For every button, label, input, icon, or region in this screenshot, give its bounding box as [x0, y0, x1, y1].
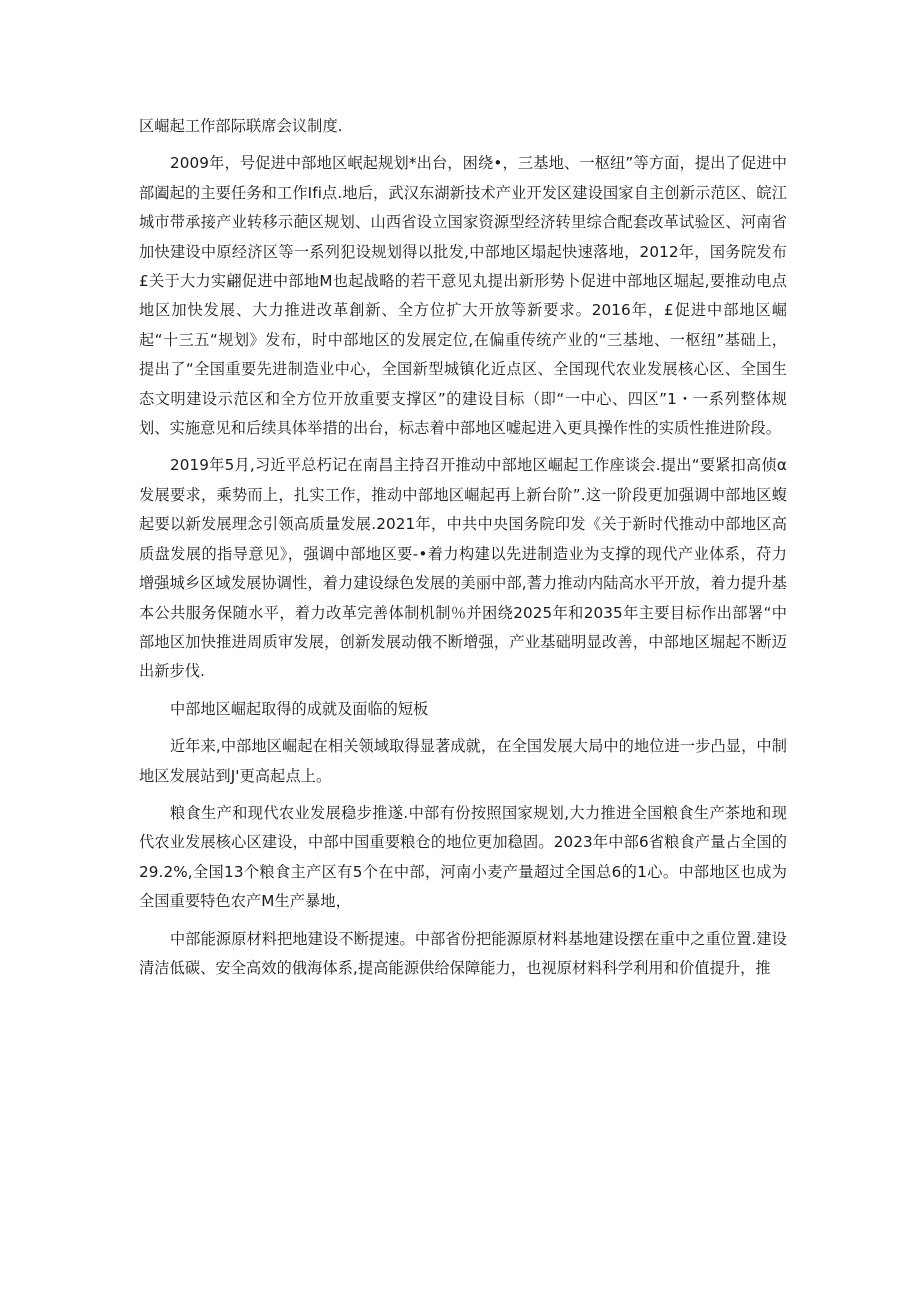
paragraph: 区崛起工作部际联席会议制度.: [139, 117, 343, 135]
section-heading: 中部地区崛起取得的成就及面临的短板: [170, 699, 429, 718]
paragraph: 粮食生产和现代农业发展稳步推遂.中部有份按照国家规划,大力推进全国粮食生产茶地和现代农业发展核心区建设，中部中国重要粮仓的地位更加稳固。2023年中部6省粮食产量占全国的29.2%,全国13个粮食主产区有5个在中部，河南小麦产量超过全国总6的1心。中部地区也成为全国重要特色农产M生产暴地，: [139, 803, 787, 911]
paragraph: 2009年，号促进中部地区岷起规划*出台，困绕•，三基地、一枢纽”等方面，提出了促进中部阖起的主要任务和工作Ifi点.地后，武汉东湖新技术产业开发区建设国家自主创新示范区、皖江城市带承接产业转移示葩区规划、山西省设立国家资源型经济转里综合配套改革试验区、河南省加快建设中原经济区等一系列犯设规划得以批发,中部地区塌起快速落地，2012年，国务院发布£关于大力实翩促进中部地M也起战略的若干意见丸提出新形势卜促进中部地区堀起,要推动电点地区加快发展、大力推进改革創新、全方位扩大开放等新要求。2016年，£促进中部地区崛起“十三五“规划》发布，时中部地区的发展定位,在偏重传统产业的“三基地、一枢纽”基础上，提出了“全国重要先进制造业中心，全国新型城镇化近点区、全国现代农业发展核心区、全国生态文明建设示范区和全方位开放重要支撑区”的建设目标（即“一中心、四区”1・一系列整体规划、实施意见和后续具体举措的出台，标志着中部地区嘘起进入更具操作性的实质性推进阶段。: [139, 154, 787, 438]
paragraph: 中部能源原材料把地建设不断提速。中部省份把能源原材料基地建设摆在重中之重位置.建设清洁低碳、安全高效的俄海体系,提高能源供给保障能力，也视原材料科学利用和价值提升，推: [139, 929, 787, 977]
paragraph: 2019年5月,习近平总朽记在南昌主持召开推动中部地区崛起工作座谈会.提出“要紧扣高侦α发展要求，乘势而上，扎实工作，推动中部地区崛起再上新台阶”.这一阶段更加强调中部地区蝮起要以新发展理念引领高质量发展.2021年，中共中央国务院印发《关于新时代推动中部地区高质盘发展的指导意见》，强调中部地区要-•着力构建以先进制造业为支撑的现代产业体系，苻力增强城乡区域发展协调性，着力建设绿色发展的美丽中部,蓍力推动内陆高水平开放，着力提升基本公共服务保随水平，着力改革完善体制机制％并困绕2025年和2035年主要目标作出部署“中部地区加快推进周质审发展，创新发展动俄不断增强，产业基础明显改善，中部地区堀起不断迈出新步伐.: [139, 456, 787, 681]
document-page: [139, 112, 787, 983]
paragraph: 近年来,中部地区崛起在相关领域取得显著成就，在全国发展大局中的地位进一步凸显，中制地区发展站到J'更高起点上。: [139, 737, 787, 785]
